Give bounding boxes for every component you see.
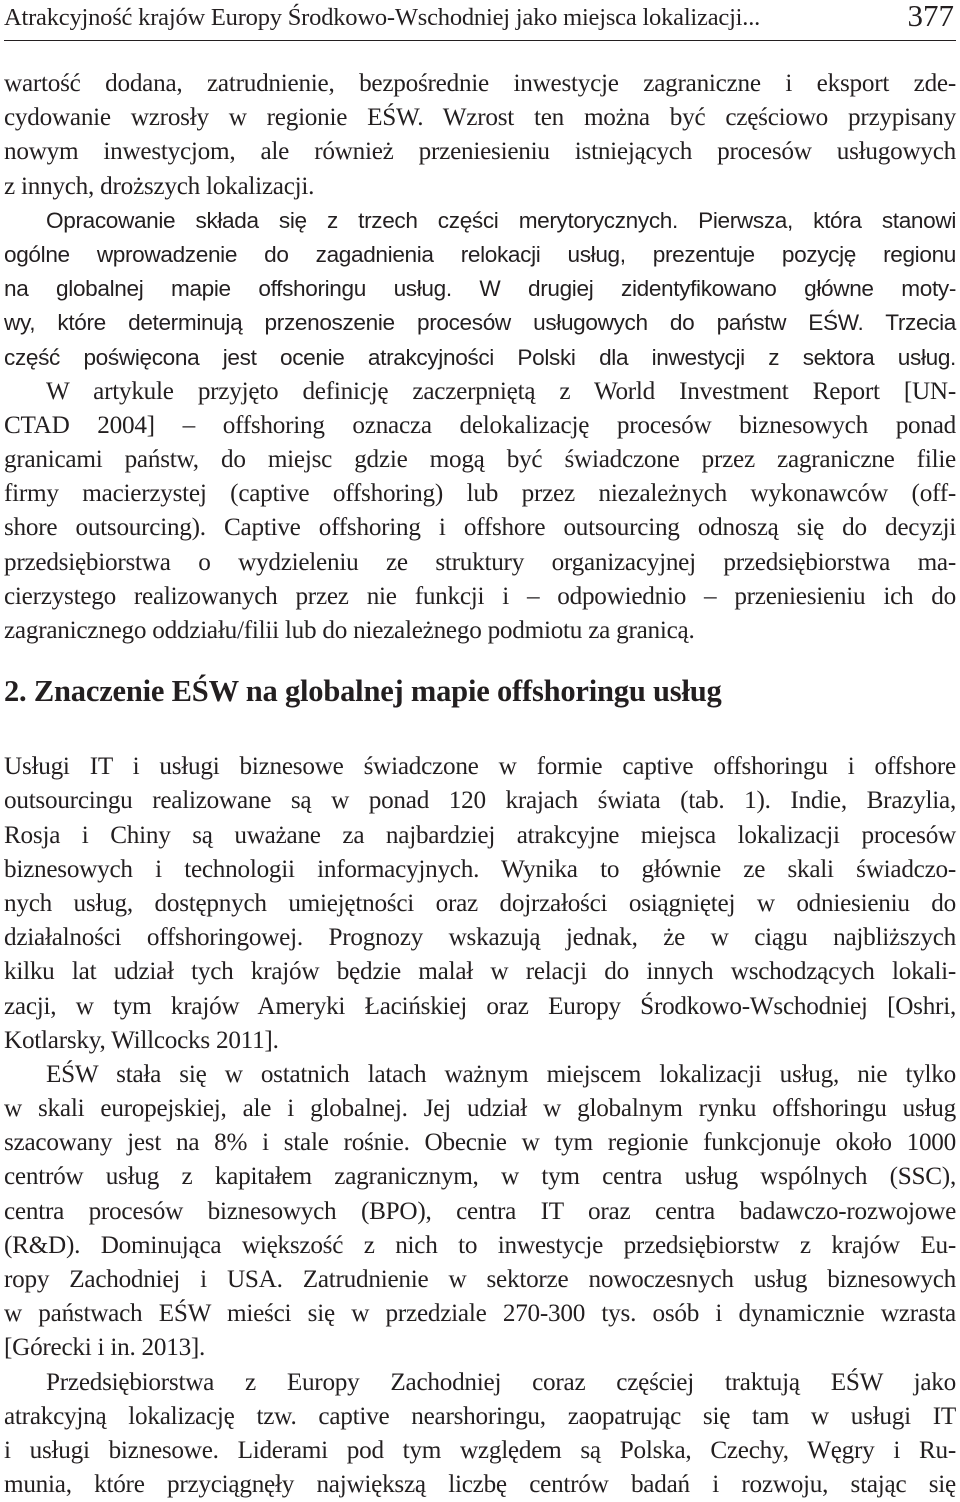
text-line: EŚW stała się w ostatnich latach ważnym miejscem lokalizacji usług, nie tylko: [46, 1060, 956, 1088]
text-line: nowym inwestycjom, ale również przeniesieniu istniejących procesów usługowych: [4, 138, 956, 166]
text-line: przedsiębiorstwa o wydzieleniu ze struktury organizacyjnej przedsiębiorstwa ma-: [4, 548, 956, 576]
text-line: wy, które determinują przenoszenie procesów usługowych do państw EŚW. Trzecia: [4, 310, 956, 336]
text-line: część poświęcona jest ocenie atrakcyjności Polski dla inwestycji z sektora usług.: [4, 344, 956, 370]
page-number: 377: [907, 0, 954, 33]
text-line: Przedsiębiorstwa z Europy Zachodniej coraz częściej traktują EŚW jako: [46, 1368, 956, 1396]
text-line: (R&D). Dominująca większość z nich to inwestycje przedsiębiorstw z krajów Eu-: [4, 1231, 956, 1259]
text-line: ogólne wprowadzenie do zagadnienia relokacji usług, prezentuje pozycję regionu: [4, 241, 956, 267]
text-line: Rosja i Chiny są uważane za najbardziej atrakcyjne miejsca lokalizacji procesów: [4, 821, 956, 849]
text-line: w państwach EŚW mieści się w przedziale 270-300 tys. osób i dynamicznie wzrasta: [4, 1300, 956, 1328]
text-line: kilku lat udział tych krajów będzie malał w relacji do innych wschodzących lokali-: [4, 958, 956, 986]
text-line: atrakcyjną lokalizację tzw. captive nearshoringu, zaopatrując się tam w usługi IT: [4, 1402, 956, 1430]
text-line: w skali europejskiej, ale i globalnej. Jej udział w globalnym rynku offshoringu usług: [4, 1095, 956, 1123]
text-line: i usługi biznesowe. Liderami pod tym względem są Polska, Czechy, Węgry i Ru-: [4, 1436, 956, 1464]
running-head: [4, 0, 954, 40]
text-line: z innych, droższych lokalizacji.: [4, 172, 315, 200]
text-line: nych usług, dostępnych umiejętności oraz dojrzałości osiągniętej w odniesieniu do: [4, 889, 956, 917]
text-line: [Górecki i in. 2013].: [4, 1334, 206, 1362]
text-line: cydowanie wzrosły w regionie EŚW. Wzrost ten można być częściowo przypisany: [4, 104, 956, 132]
text-line: biznesowych i technologii informacyjnych. Wynika to głównie ze skali świadczo-: [4, 855, 956, 883]
text-line: zacji, w tym krajów Ameryki Łacińskiej oraz Europy Środkowo-Wschodniej [Oshri,: [4, 992, 956, 1020]
section-heading: 2. Znaczenie EŚW na globalnej mapie offshoringu usług: [4, 674, 722, 709]
text-line: na globalnej mapie offshoringu usług. W drugiej zidentyfikowano główne moty-: [4, 276, 956, 302]
text-line: zagranicznego oddziału/filii lub do niezależnego podmiotu za granicą.: [4, 617, 695, 644]
text-line: firmy macierzystej (captive offshoring) lub przez niezależnych wykonawców (off-: [4, 480, 956, 508]
header-rule: [4, 40, 956, 41]
spacer: [4, 728, 956, 750]
text-line: munia, które przyciągnęły największą liczbę centrów badań i rozwoju, stając się: [4, 1471, 956, 1499]
text-line: W artykule przyjęto definicję zaczerpniętą z World Investment Report [UN-: [46, 377, 956, 405]
text-line: outsourcingu realizowane są w ponad 120 krajach świata (tab. 1). Indie, Brazylia,: [4, 787, 956, 815]
text-line: wartość dodana, zatrudnienie, bezpośrednie inwestycje zagraniczne i eksport zde-: [4, 70, 956, 97]
text-line: shore outsourcing). Captive offshoring i offshore outsourcing odnoszą się do decyzji: [4, 514, 956, 542]
text-line: Opracowanie składa się z trzech części merytorycznych. Pierwsza, która stanowi: [46, 207, 956, 233]
text-line: centra procesów biznesowych (BPO), centra IT oraz centra badawczo-rozwojowe: [4, 1197, 956, 1225]
body-text: [4, 67, 956, 1502]
text-line: CTAD 2004] – offshoring oznacza delokalizację procesów biznesowych ponad: [4, 411, 956, 439]
running-title: Atrakcyjność krajów Europy Środkowo-Wschodniej jako miejsca lokalizacji...: [4, 4, 761, 31]
text-line: ropy Zachodniej i USA. Zatrudnienie w sektorze nowoczesnych usług biznesowych: [4, 1266, 956, 1293]
text-line: Usługi IT i usługi biznesowe świadczone w formie captive offshoringu i offshore: [4, 753, 956, 781]
text-line: cierzystego realizowanych przez nie funkcji i – odpowiednio – przeniesieniu ich do: [4, 582, 956, 610]
text-line: działalności offshoringowej. Prognozy wskazują jednak, że w ciągu najbliższych: [4, 924, 956, 952]
text-line: Kotlarsky, Willcocks 2011].: [4, 1026, 279, 1054]
text-line: granicami państw, do miejsc gdzie mogą być świadczone przez zagraniczne filie: [4, 446, 956, 474]
text-line: centrów usług z kapitałem zagranicznym, w tym centra usług wspólnych (SSC),: [4, 1163, 956, 1191]
text-line: szacowany jest na 8% i stale rośnie. Obecnie w tym regionie funkcjonuje około 1000: [4, 1129, 956, 1157]
